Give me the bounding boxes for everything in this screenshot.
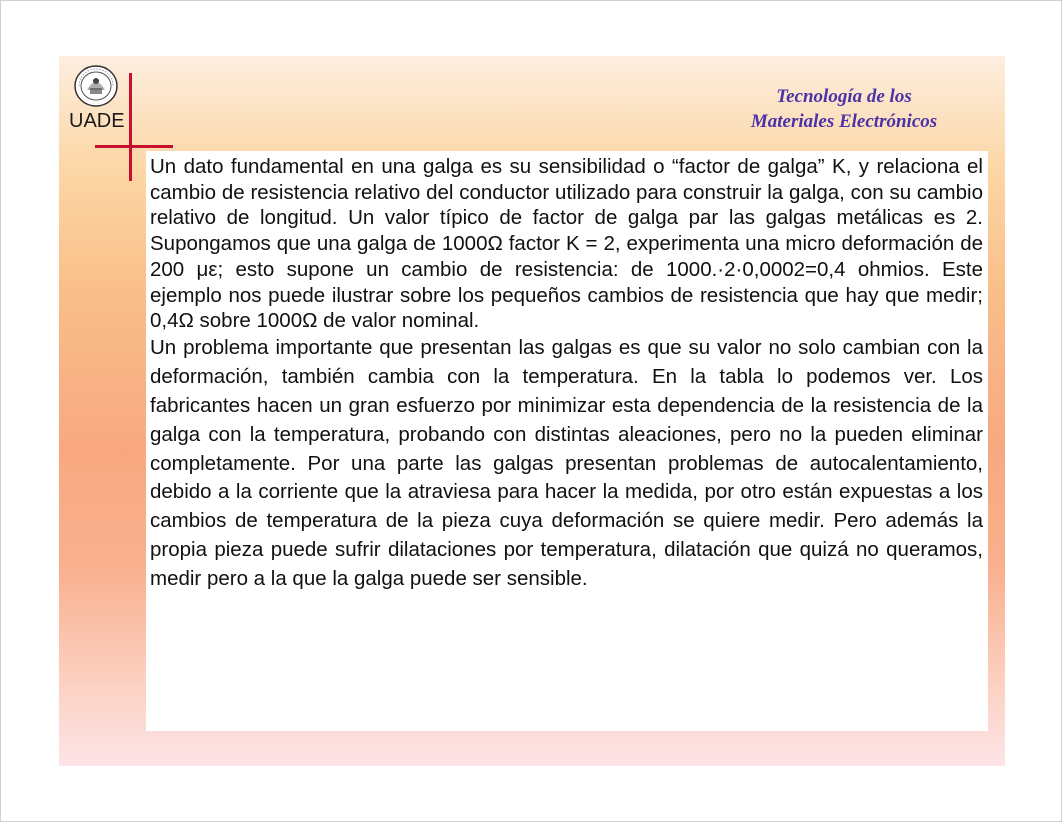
university-seal-icon [73,64,119,108]
course-title-line2: Materiales Electrónicos [750,111,938,132]
course-title [699,84,989,134]
logo-text: UADE [69,110,125,132]
red-vertical-rule [129,73,132,181]
course-title-line1: Tecnología de los [776,86,912,107]
red-horizontal-rule [95,145,173,148]
uade-logo [69,64,123,134]
paragraph-temperature-problem: Un problema importante que presentan las galgas es que su valor no solo cambian con la deformación, también cambia con la temperatura. En la tabla lo podemos ver. Los fabricantes hacen un gran esfuerzo por minimizar esta dependencia de la resistencia de la galga con la temperatura, probando con distintas aleaciones, pero no la pueden eliminar completamente. Por una parte las galgas presentan problemas de autocalentamiento, debido a la corriente que la atraviesa para hacer la medida, por otro están expuestas a los cambios de temperatura de la pieza cuya deformación se quiere medir. Pero además la propia pieza puede sufrir dilataciones por temperatura, dilatación que quizá no queramos, medir pero a la que la galga puede ser sensible. [150,335,983,591]
text-content-box [146,151,988,731]
slide [59,56,1005,766]
paragraph-gauge-factor: Un dato fundamental en una galga es su sensibilidad o “factor de galga” K, y relaciona el cambio de resistencia relativo del conductor utilizado para construir la galga, con su cambio relativo de longitud. Un valor típico de factor de galga par las galgas metálicas es 2. Supongamos que una galga de 1000Ω factor K = 2, experimenta una micro deformación de 200 με; esto supone un cambio de resistencia: de 1000.·2·0,0002=0,4 ohmios. Este ejemplo nos puede ilustrar sobre los pequeños cambios de resistencia que hay que medir; 0,4Ω sobre 1000Ω de valor nominal. [150,155,983,333]
